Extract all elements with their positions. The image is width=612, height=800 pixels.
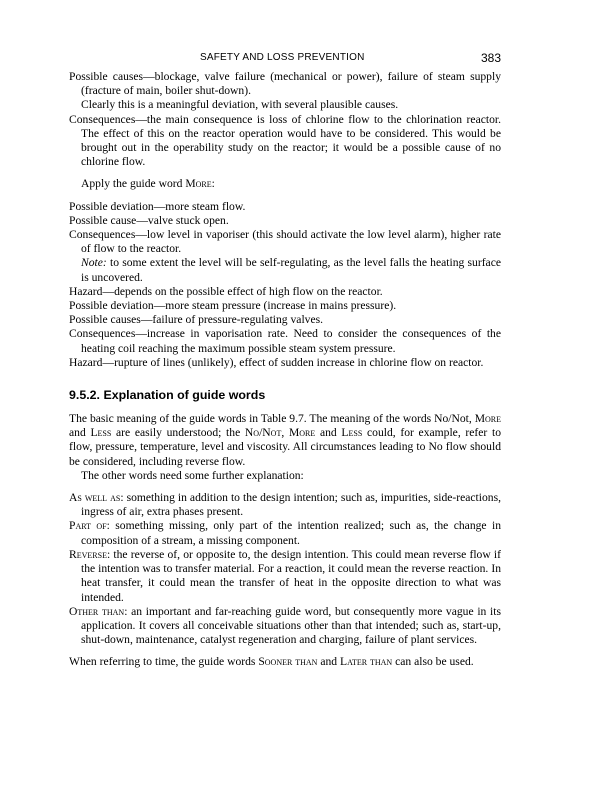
possible-causes-paragraph: Possible causes—blockage, valve failure (mechanical or power), failure of steam supply (fracture of main, boiler shut-down). xyxy=(69,70,501,98)
clearly-paragraph: Clearly this is a meaningful deviation, with several plausible causes. xyxy=(81,98,399,112)
hazard-paragraph: Hazard—depends on the possible effect of high flow on the reactor. xyxy=(69,284,383,298)
possible-deviation-paragraph: Possible deviation—more steam flow. xyxy=(69,199,246,213)
intro-paragraph: The basic meaning of the guide words in Table 9.7. The meaning of the words No/Not, More and Less are easily understood; the No/Not, More and Less could, for example, refer to flow, pressure, temperature, level and viscosity. All circumstances leading to No flow should be considered, including reverse flow. xyxy=(69,412,502,468)
consequences-paragraph-3: Consequences—increase in vaporisation rate. Need to consider the consequences of the heating coil reaching the maximum possible steam system pressure. xyxy=(69,327,501,355)
possible-cause-paragraph: Possible cause—valve stuck open. xyxy=(69,213,229,227)
page-number: 383 xyxy=(480,51,501,65)
definition-as-well-as: As well as: something in addition to the design intention; such as, impurities, side-reactions, ingress of air, extra phases present. xyxy=(69,491,501,519)
page-header xyxy=(69,52,501,70)
possible-deviation-paragraph-2: Possible deviation—more steam pressure (increase in mains pressure). xyxy=(69,299,397,313)
consequences-paragraph-2: Consequences—low level in vaporiser (this should activate the low level alarm), higher rate of flow to the reactor. xyxy=(69,228,501,256)
definition-reverse: Reverse: the reverse of, or opposite to, the design intention. This could mean reverse flow if the intention was to transfer material. For a reaction, it could mean the reverse reaction. In heat transfer, it could mean the transfer of heat in the opposite direction to what was intended. xyxy=(69,547,501,604)
running-head: SAFETY AND LOSS PREVENTION xyxy=(200,52,365,63)
possible-causes-paragraph-2: Possible causes—failure of pressure-regulating valves. xyxy=(69,313,324,327)
other-words-paragraph: The other words need some further explanation: xyxy=(81,468,304,482)
page xyxy=(69,52,501,670)
consequences-paragraph: Consequences—the main consequence is loss of chlorine flow to the chlorination reactor. The effect of this on the reactor operation would have to be considered. This would be brought out in the operability study on the reactor; it would be a possible cause of no chlorine flow. xyxy=(69,112,501,169)
definition-other-than: Other than: an important and far-reaching guide word, but consequently more vague in its application. It covers all conceivable situations other than that intended; such as, start-up, shut-down, maintenance, catalyst regeneration and charging, failure of plant services. xyxy=(69,604,501,647)
definition-part-of: Part of: something missing, only part of the intention realized; such as, the change in composition of a stream, a missing component. xyxy=(69,519,502,547)
closing-paragraph: When referring to time, the guide words Sooner than and Later than can also be used. xyxy=(69,655,474,669)
note-paragraph: Note: to some extent the level will be self-regulating, as the level falls the heating surface is uncovered. xyxy=(81,256,501,284)
section-heading: 9.5.2. Explanation of guide words xyxy=(69,388,266,403)
apply-guide-word: Apply the guide word More: xyxy=(81,177,215,191)
hazard-paragraph-2: Hazard—rupture of lines (unlikely), effect of sudden increase in chlorine flow on reactor. xyxy=(69,355,484,369)
